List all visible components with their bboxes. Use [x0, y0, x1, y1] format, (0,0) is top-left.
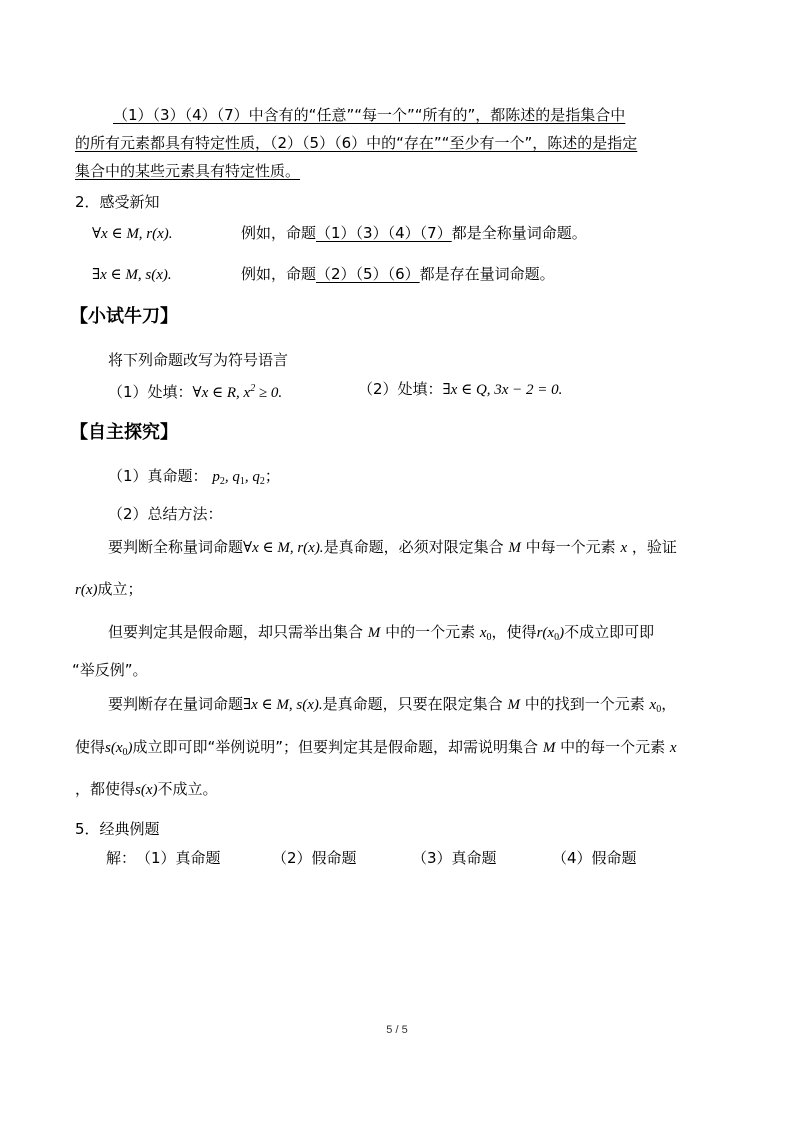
explore-paragraph-2: 但要判定其是假命题，却只需举出集合 M 中的一个元素 $x_0$，使得$r(x_0)$不成立即可即 — [108, 623, 655, 643]
section-2-row-2 — [92, 263, 172, 286]
explore-paragraph-4-cont: ，都使得s(x)不成立。 — [75, 780, 218, 798]
trial-item-2-label: （2）处填： — [358, 380, 443, 398]
intro-line-1: （1）（3）（4）（7）中含有的“任意”“每一个”“所有的”，都陈述的是指集合中 — [113, 106, 626, 124]
existential-statement: ∃x ∈ M, s(x). — [92, 267, 172, 283]
explore-paragraph-1-cont: r(x)成立； — [75, 580, 143, 598]
answer-prefix: 解： — [106, 849, 137, 867]
page-number: 5 / 5 — [386, 1024, 408, 1036]
section-2-row-2-example — [241, 263, 555, 285]
answer-4: （4）假命题 — [552, 849, 637, 867]
trial-item-1 — [108, 378, 282, 404]
section-2-row-1-example — [241, 222, 587, 244]
explore-paragraph-4: 使得$s(x_0)$成立即可即“举例说明”；但要判定其是假命题，却需说明集合 M 中的每一个元素 x — [75, 738, 677, 758]
row-1-fill: （1）（3）（4）（7） — [316, 224, 452, 242]
explore-item-2: （2）总结方法： — [108, 505, 223, 523]
row-1-prefix: 例如，命题 — [241, 224, 317, 242]
row-2-suffix: 都是存在量词命题。 — [419, 265, 555, 283]
trial-item-1-label: （1）处填： — [108, 383, 193, 401]
section-2-title: 2．感受新知 — [75, 193, 160, 211]
explore-item-1-label: （1）真命题： — [108, 467, 208, 485]
trial-heading: 【小试牛刀】 — [70, 306, 178, 327]
true-propositions: $p_2$, $q_1$, $q_2$ — [212, 469, 265, 487]
answer-2: （2）假命题 — [272, 849, 357, 867]
intro-line-3: 集合中的某些元素具有特定性质。 — [75, 162, 301, 180]
universal-statement: ∀x ∈ M, r(x). — [92, 226, 173, 242]
explore-item-1: （1）真命题： $p_2$, $q_1$, $q_2$； — [108, 467, 280, 487]
explore-heading: 【自主探究】 — [70, 422, 178, 443]
intro-line-2: 的所有元素都具有特定性质，（2）（5）（6）中的“存在”“至少有一个”，陈述的是指定 — [75, 134, 638, 152]
row-1-suffix: 都是全称量词命题。 — [451, 224, 587, 242]
answer-1: （1）真命题 — [136, 849, 221, 867]
section-2-row-1 — [92, 222, 173, 245]
row-2-fill: （2）（5）（6） — [316, 265, 420, 283]
trial-item-1-math: ∀x ∈ R, $x^2 \ge 0$. — [192, 383, 283, 401]
trial-instruction: 将下列命题改写为符号语言 — [108, 351, 289, 369]
explore-paragraph-2-cont: “举反例”。 — [72, 661, 148, 679]
trial-item-2 — [358, 378, 562, 401]
explore-paragraph-3: 要判断存在量词命题∃x ∈ M, s(x).是真命题，只要在限定集合 M 中的找到一个元素 $x_0$， — [108, 695, 677, 715]
answer-3: （3）真命题 — [412, 849, 497, 867]
trial-item-2-math: ∃x ∈ Q, 3x − 2 = 0. — [442, 382, 563, 398]
section-5-title: 5．经典例题 — [75, 820, 160, 838]
row-2-prefix: 例如，命题 — [241, 265, 317, 283]
explore-paragraph-1: 要判断全称量词命题∀x ∈ M, r(x).是真命题，必须对限定集合 M 中每一个元素 x ，验证 — [108, 538, 677, 556]
